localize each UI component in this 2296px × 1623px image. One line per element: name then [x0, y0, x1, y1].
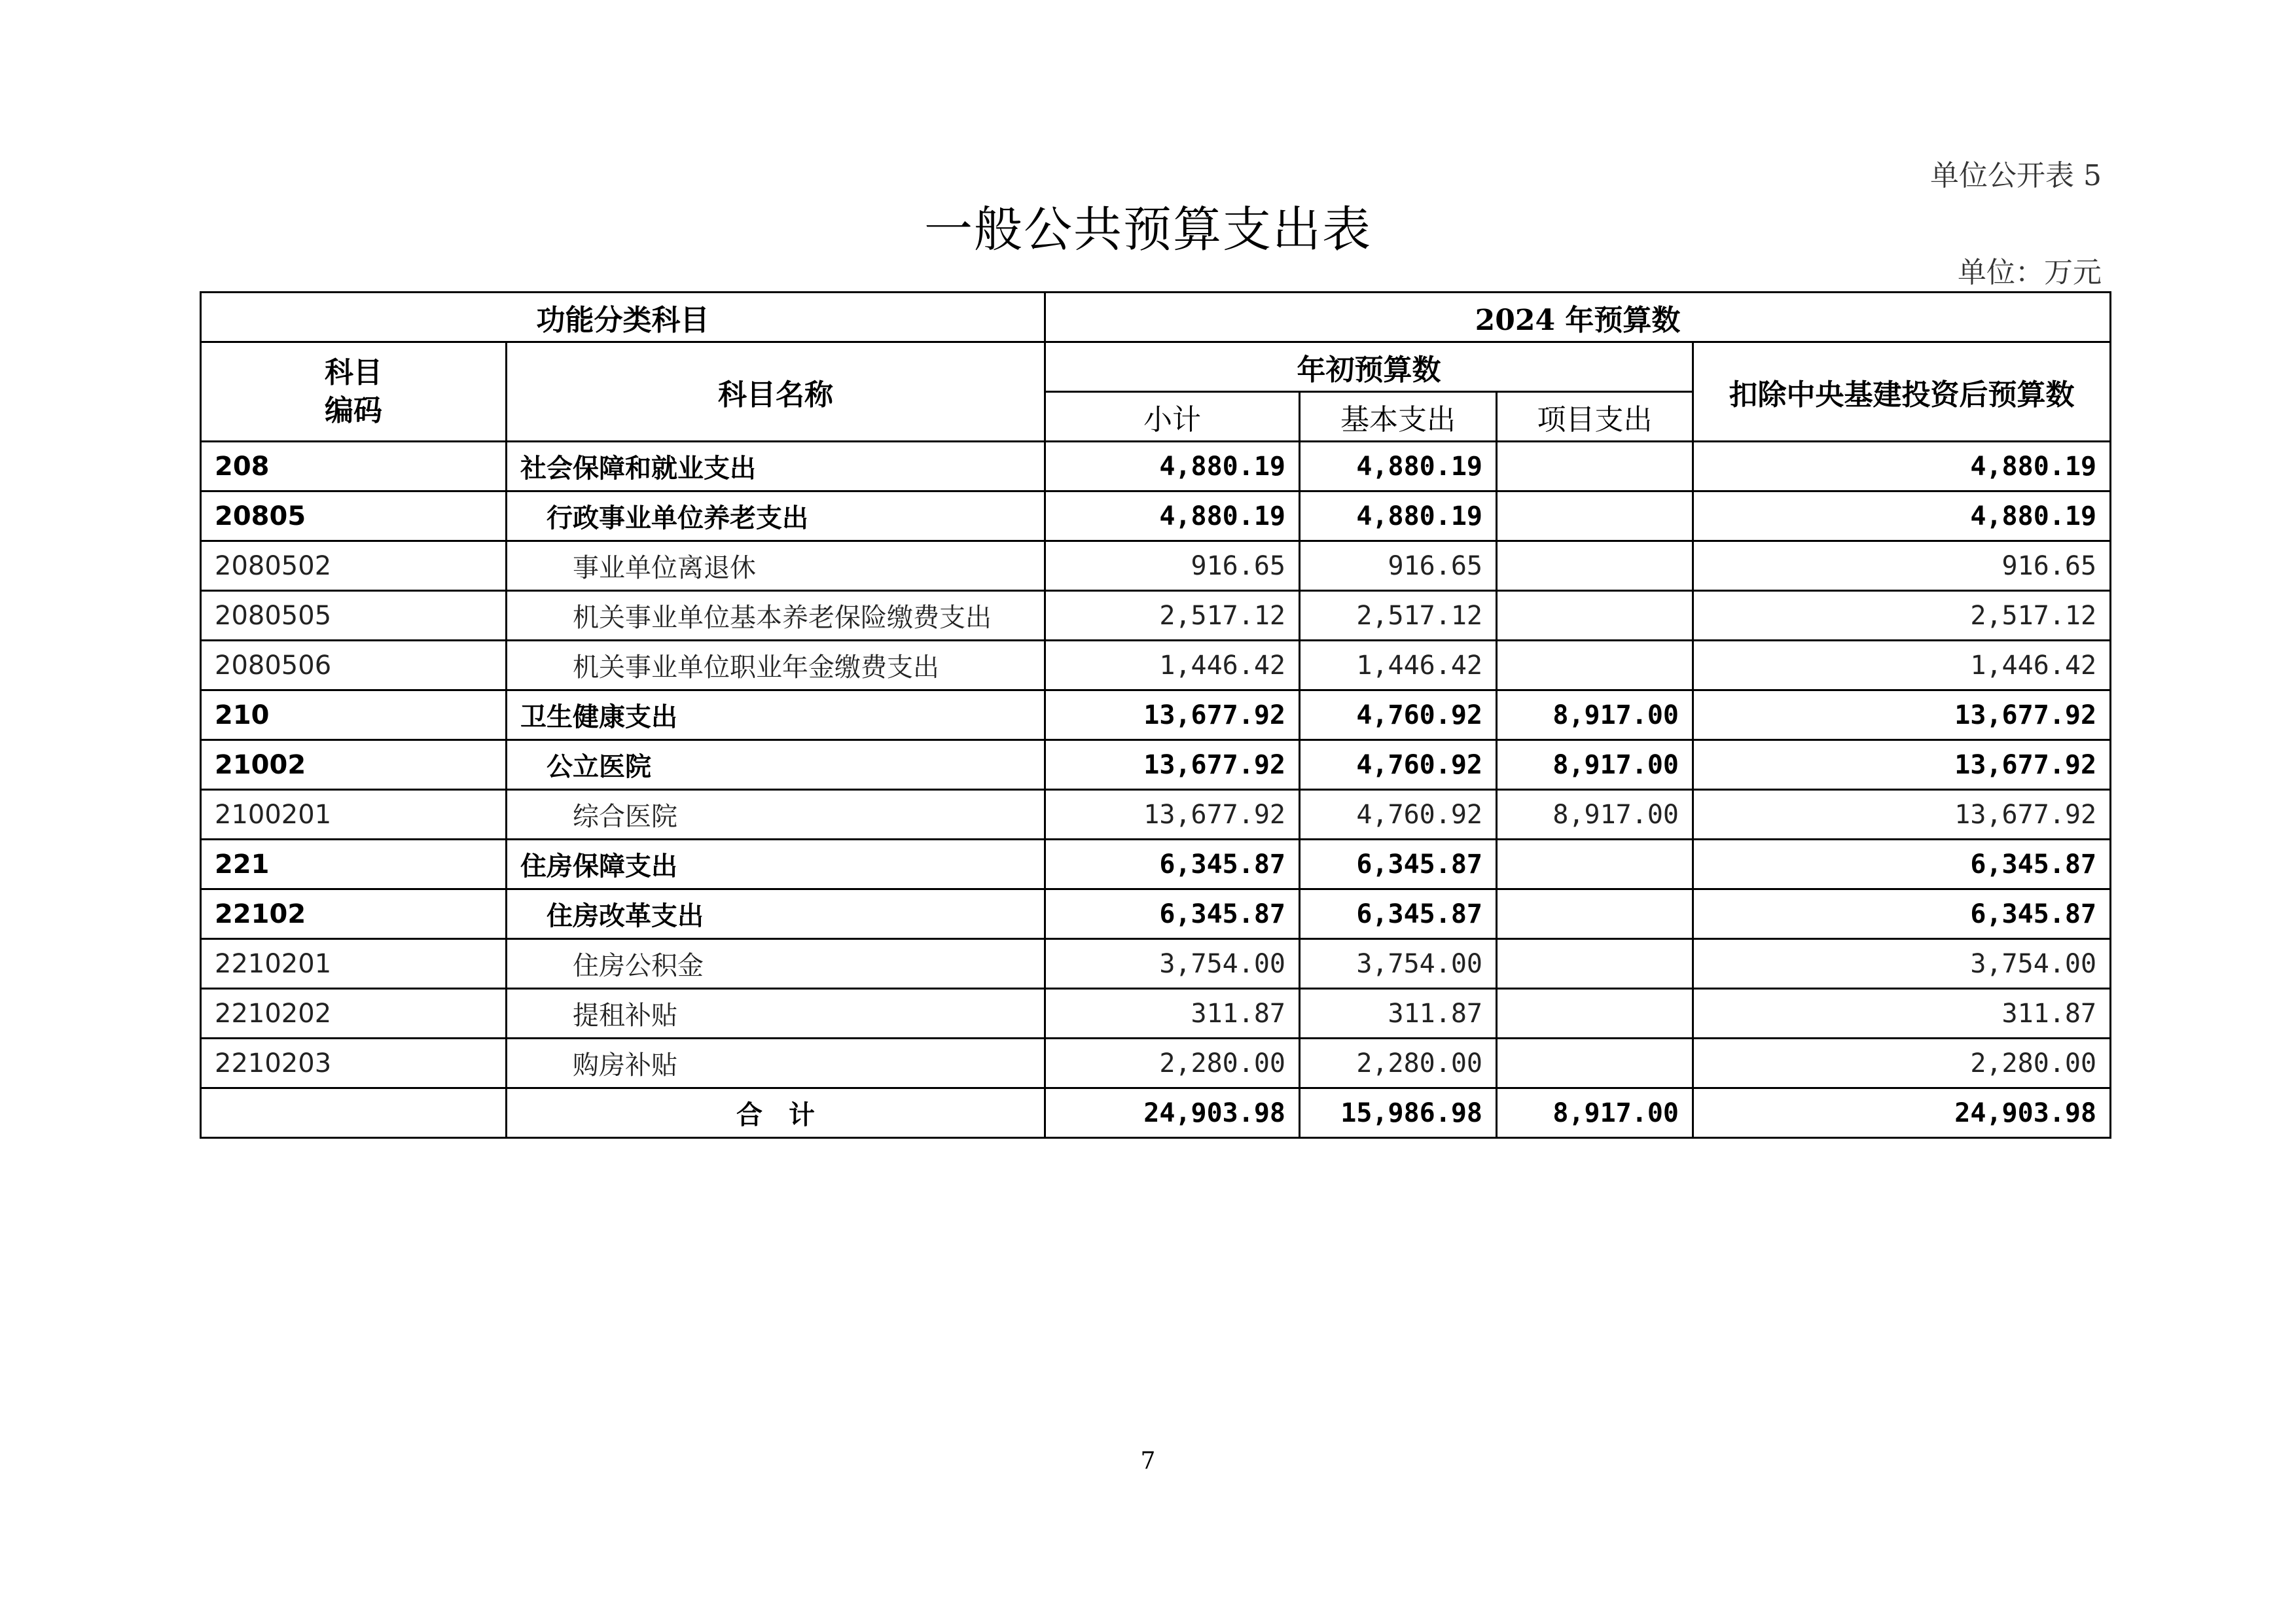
cell-subtotal: 2,280.00 — [1045, 1039, 1300, 1088]
cell-project — [1497, 541, 1693, 591]
cell-code: 210 — [201, 690, 507, 740]
cell-after: 2,280.00 — [1693, 1039, 2111, 1088]
cell-name: 公立医院 — [507, 740, 1045, 790]
cell-name: 提租补贴 — [507, 989, 1045, 1039]
cell-code: 21002 — [201, 740, 507, 790]
cell-code: 2080505 — [201, 591, 507, 641]
page-number: 7 — [1140, 1448, 1156, 1474]
total-cell-after: 24,903.98 — [1693, 1088, 2111, 1138]
header-subject-code: 科目 编码 — [201, 342, 507, 442]
cell-code: 2100201 — [201, 790, 507, 840]
cell-project — [1497, 591, 1693, 641]
cell-after: 311.87 — [1693, 989, 2111, 1039]
cell-code: 2080502 — [201, 541, 507, 591]
header-subtotal: 小计 — [1045, 392, 1300, 442]
budget-table — [200, 291, 2111, 1139]
cell-basic: 311.87 — [1300, 989, 1497, 1039]
cell-basic: 4,880.19 — [1300, 491, 1497, 541]
cell-basic: 6,345.87 — [1300, 889, 1497, 939]
cell-basic: 1,446.42 — [1300, 641, 1497, 690]
cell-code: 20805 — [201, 491, 507, 541]
cell-basic: 3,754.00 — [1300, 939, 1497, 989]
cell-name: 卫生健康支出 — [507, 690, 1045, 740]
cell-subtotal: 3,754.00 — [1045, 939, 1300, 989]
cell-after: 3,754.00 — [1693, 939, 2111, 989]
header-subject-name: 科目名称 — [507, 342, 1045, 442]
cell-project: 8,917.00 — [1497, 690, 1693, 740]
cell-after: 4,880.19 — [1693, 491, 2111, 541]
cell-name: 住房保障支出 — [507, 840, 1045, 889]
table-row — [201, 491, 2111, 541]
cell-subtotal: 311.87 — [1045, 989, 1300, 1039]
cell-name: 住房改革支出 — [507, 889, 1045, 939]
cell-name: 机关事业单位基本养老保险缴费支出 — [507, 591, 1045, 641]
cell-basic: 2,517.12 — [1300, 591, 1497, 641]
table-row — [201, 939, 2111, 989]
cell-after: 13,677.92 — [1693, 740, 2111, 790]
table-row — [201, 740, 2111, 790]
cell-after: 4,880.19 — [1693, 442, 2111, 491]
table-row — [201, 541, 2111, 591]
table-row — [201, 840, 2111, 889]
cell-basic: 4,760.92 — [1300, 740, 1497, 790]
total-row — [201, 1088, 2111, 1138]
cell-name: 社会保障和就业支出 — [507, 442, 1045, 491]
cell-name: 住房公积金 — [507, 939, 1045, 989]
cell-code: 208 — [201, 442, 507, 491]
table-row — [201, 1039, 2111, 1088]
total-cell-basic: 15,986.98 — [1300, 1088, 1497, 1138]
cell-basic: 2,280.00 — [1300, 1039, 1497, 1088]
total-cell-code — [201, 1088, 507, 1138]
cell-project: 8,917.00 — [1497, 740, 1693, 790]
cell-subtotal: 916.65 — [1045, 541, 1300, 591]
table-row — [201, 591, 2111, 641]
cell-after: 2,517.12 — [1693, 591, 2111, 641]
cell-basic: 4,760.92 — [1300, 690, 1497, 740]
cell-subtotal: 4,880.19 — [1045, 442, 1300, 491]
cell-after: 6,345.87 — [1693, 889, 2111, 939]
cell-name: 购房补贴 — [507, 1039, 1045, 1088]
cell-project — [1497, 491, 1693, 541]
cell-subtotal: 13,677.92 — [1045, 690, 1300, 740]
cell-project — [1497, 442, 1693, 491]
page-title: 一般公共预算支出表 — [924, 202, 1372, 258]
cell-subtotal: 13,677.92 — [1045, 790, 1300, 840]
table-row — [201, 889, 2111, 939]
cell-subtotal: 1,446.42 — [1045, 641, 1300, 690]
cell-after: 916.65 — [1693, 541, 2111, 591]
cell-after: 13,677.92 — [1693, 690, 2111, 740]
table-row — [201, 690, 2111, 740]
cell-project: 8,917.00 — [1497, 790, 1693, 840]
cell-code: 2210202 — [201, 989, 507, 1039]
cell-code: 2210203 — [201, 1039, 507, 1088]
header-after-deduction: 扣除中央基建投资后预算数 — [1693, 342, 2111, 442]
header-function-category: 功能分类科目 — [201, 293, 1045, 342]
cell-basic: 916.65 — [1300, 541, 1497, 591]
total-cell-subtotal: 24,903.98 — [1045, 1088, 1300, 1138]
cell-project — [1497, 989, 1693, 1039]
table-row — [201, 442, 2111, 491]
cell-basic: 4,760.92 — [1300, 790, 1497, 840]
total-cell-name: 合计 — [507, 1088, 1045, 1138]
cell-project — [1497, 641, 1693, 690]
header-initial-budget: 年初预算数 — [1045, 342, 1693, 392]
cell-project — [1497, 1039, 1693, 1088]
cell-after: 1,446.42 — [1693, 641, 2111, 690]
total-cell-project: 8,917.00 — [1497, 1088, 1693, 1138]
cell-after: 13,677.92 — [1693, 790, 2111, 840]
cell-code: 2210201 — [201, 939, 507, 989]
cell-subtotal: 13,677.92 — [1045, 740, 1300, 790]
table-row — [201, 641, 2111, 690]
cell-subtotal: 2,517.12 — [1045, 591, 1300, 641]
cell-project — [1497, 889, 1693, 939]
cell-basic: 4,880.19 — [1300, 442, 1497, 491]
cell-code: 22102 — [201, 889, 507, 939]
cell-subtotal: 6,345.87 — [1045, 840, 1300, 889]
cell-after: 6,345.87 — [1693, 840, 2111, 889]
unit-label: 单位：万元 — [1958, 256, 2102, 289]
cell-project — [1497, 840, 1693, 889]
cell-subtotal: 6,345.87 — [1045, 889, 1300, 939]
cell-subtotal: 4,880.19 — [1045, 491, 1300, 541]
table-row — [201, 989, 2111, 1039]
cell-name: 事业单位离退休 — [507, 541, 1045, 591]
cell-code: 221 — [201, 840, 507, 889]
cell-name: 综合医院 — [507, 790, 1045, 840]
cell-name: 机关事业单位职业年金缴费支出 — [507, 641, 1045, 690]
cell-code: 2080506 — [201, 641, 507, 690]
table-body — [201, 442, 2111, 1138]
header-project-expenditure: 项目支出 — [1497, 392, 1693, 442]
cell-name: 行政事业单位养老支出 — [507, 491, 1045, 541]
form-number: 单位公开表 5 — [1930, 159, 2102, 192]
table-row — [201, 790, 2111, 840]
header-2024-budget: 2024 年预算数 — [1045, 293, 2111, 342]
cell-basic: 6,345.87 — [1300, 840, 1497, 889]
cell-project — [1497, 939, 1693, 989]
header-basic-expenditure: 基本支出 — [1300, 392, 1497, 442]
